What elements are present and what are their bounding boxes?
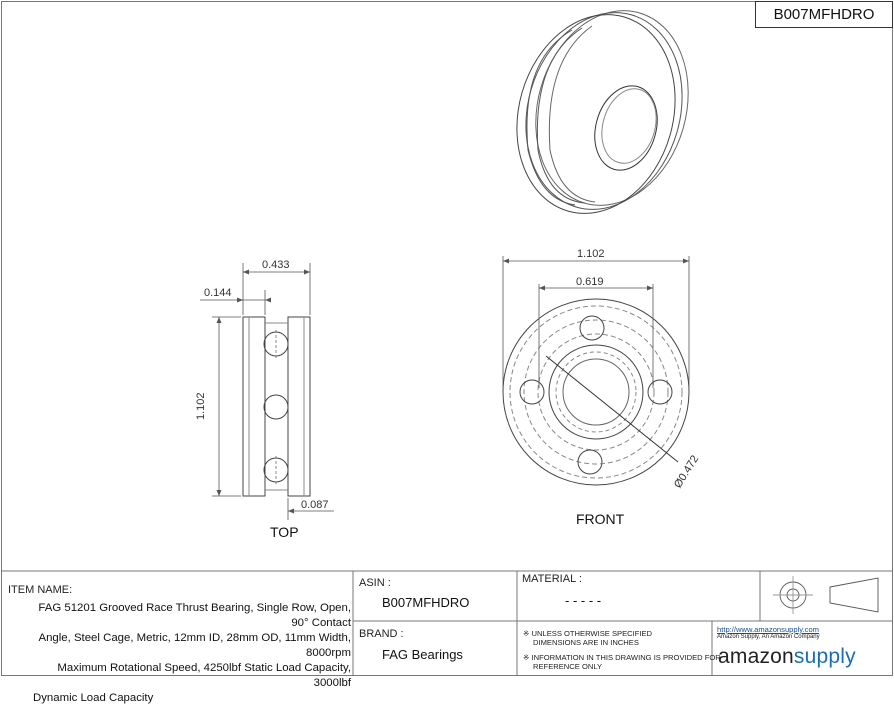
note-line: REFERENCE ONLY	[533, 662, 603, 671]
item-name-line: Dynamic Load Capacity	[33, 692, 154, 704]
sheet-border	[2, 2, 893, 676]
note-reference	[523, 653, 721, 671]
item-name-label: ITEM NAME:	[8, 584, 73, 596]
asin-label: ASIN :	[359, 577, 391, 589]
note-bullet: ※	[523, 629, 530, 638]
brand-value: FAG Bearings	[382, 647, 463, 662]
item-name-line: Maximum Rotational Speed, 4250lbf Static Load Capacity, 3000lbf	[57, 662, 351, 689]
note-bullet: ※	[523, 653, 530, 662]
isometric-bearing	[494, 0, 710, 232]
header-asin-box	[755, 1, 893, 28]
logo-amazon: amazon	[718, 645, 794, 668]
material-label: MATERIAL :	[522, 573, 582, 585]
header-asin-text: B007MFHDRO	[773, 6, 875, 23]
dim-top-height: 1.102	[195, 392, 207, 420]
note-dimensions	[523, 629, 652, 647]
item-name-line: FAG 51201 Grooved Race Thrust Bearing, Single Row, Open, 90° Contact	[38, 602, 351, 629]
company-name: Amazon Supply, An Amazon Company	[717, 634, 820, 640]
logo-supply: supply	[793, 645, 856, 668]
view-label-front: FRONT	[576, 511, 625, 527]
top-view-dimensions	[200, 263, 334, 520]
top-view-arrows	[217, 270, 311, 514]
item-name-description	[33, 601, 351, 706]
website-link[interactable]: http://www.amazonsupply.com	[717, 625, 819, 634]
note-line: UNLESS OTHERWISE SPECIFIED	[531, 629, 653, 638]
dim-top-width: 0.433	[262, 259, 290, 271]
front-view	[503, 299, 689, 485]
projection-symbol	[773, 576, 878, 614]
note-line: INFORMATION IN THIS DRAWING IS PROVIDED FOR	[531, 653, 721, 662]
dim-front-bore: Ø0.472	[672, 453, 702, 491]
view-label-top: TOP	[270, 524, 299, 540]
item-name-line: Angle, Steel Cage, Metric, 12mm ID, 28mm OD, 11mm Width, 8000rpm	[38, 632, 351, 659]
brand-label: BRAND :	[359, 628, 404, 640]
dim-top-washer: 0.144	[204, 287, 232, 299]
dim-front-inner: 0.619	[576, 276, 604, 288]
top-view	[243, 317, 310, 496]
amazon-supply-logo	[718, 645, 856, 669]
material-value: - - - - -	[565, 593, 602, 608]
dim-top-raceway: 0.087	[301, 499, 329, 511]
note-line: DIMENSIONS ARE IN INCHES	[533, 638, 639, 647]
asin-value: B007MFHDRO	[382, 595, 470, 610]
dim-front-outer: 1.102	[577, 248, 605, 260]
